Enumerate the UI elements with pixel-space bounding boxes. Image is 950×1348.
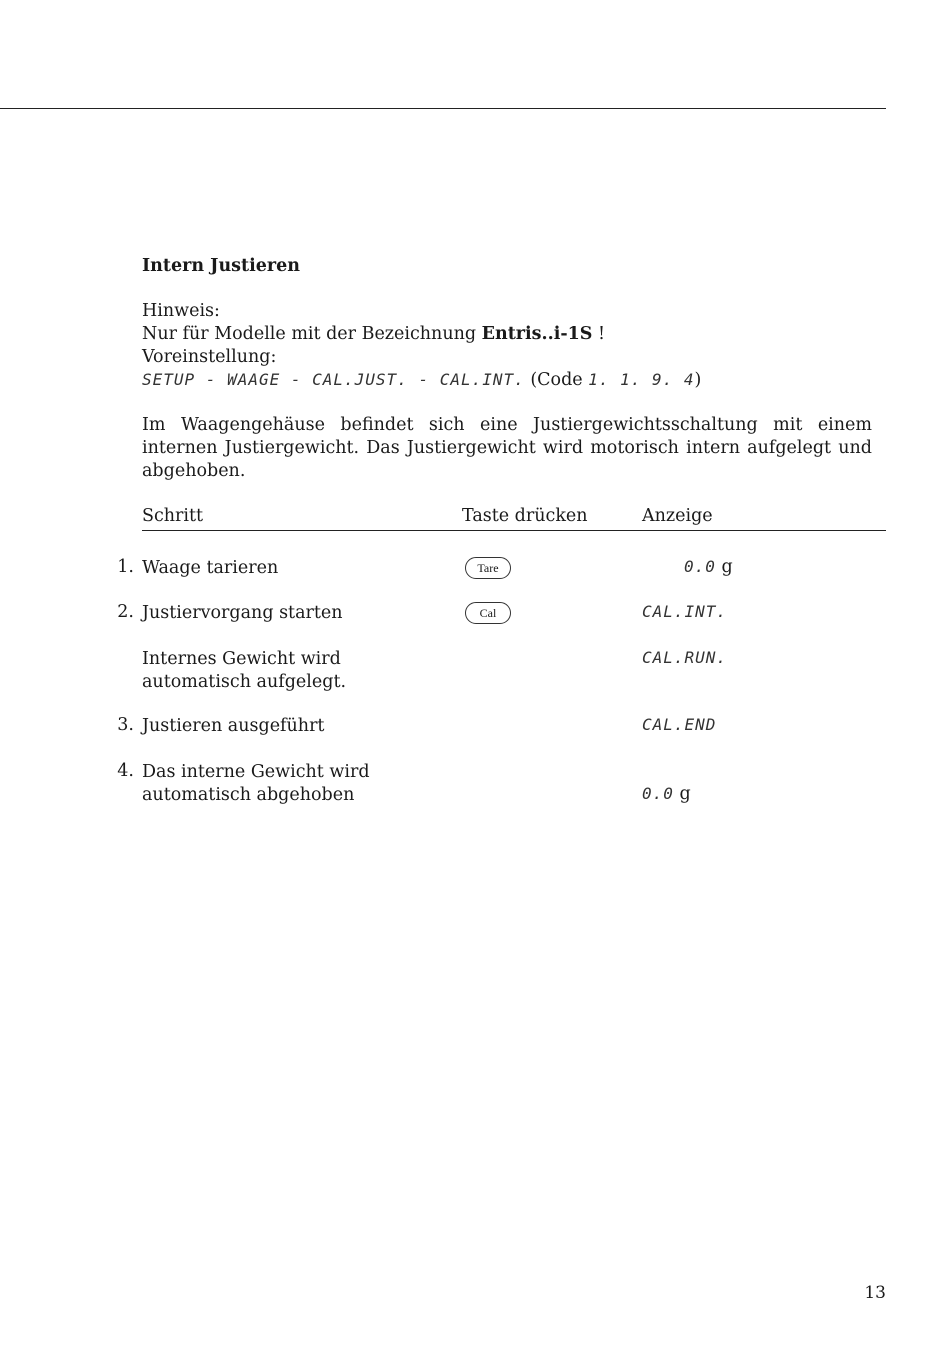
description-paragraph: Im Waagengehäuse befindet sich eine Justiergewichtsschaltung mit einem internen Justiergewicht. Das Justiergewicht wird motorisch intern aufgelegt und abgehoben. [142,415,872,481]
row-display [684,557,733,577]
display-value: CAL.RUN. [642,648,728,667]
row-step [142,648,346,694]
row-display [642,784,691,804]
display-unit: g [721,557,733,577]
table-rule [142,530,886,531]
row-step-line1: Internes Gewicht wird [142,649,341,669]
page-number: 13 [864,1283,886,1303]
voreinstellung-label: Voreinstellung: [142,347,277,367]
display-unit: g [679,784,691,804]
display-value: CAL.END [642,715,717,734]
row-number: 1. [117,557,134,577]
model-name: Entris..i-1S [481,324,593,344]
tare-key[interactable]: Tare [465,557,511,579]
section-heading: Intern Justieren [142,256,300,276]
display-value: 0.0 [642,784,674,803]
col-header-schritt: Schritt [142,506,204,526]
row-display [642,715,716,735]
hinweis-text [142,324,605,344]
code-suffix: ) [694,370,702,390]
hinweis-suffix: ! [592,324,606,344]
top-rule [0,108,886,109]
hinweis-prefix: Nur für Modelle mit der Bezeichnung [142,324,482,344]
row-step-line1: Das interne Gewicht wird [142,762,370,782]
code-prefix: (Code [524,370,589,390]
row-number: 4. [117,761,134,781]
cal-key[interactable]: Cal [465,602,511,624]
row-step: Justiervorgang starten [142,603,343,623]
code-value: 1. 1. 9. 4 [588,370,695,389]
row-step-line2: automatisch aufgelegt. [142,672,347,692]
hinweis-label: Hinweis: [142,301,220,321]
row-step: Justieren ausgeführt [142,716,325,736]
row-display [642,648,727,668]
setup-path: SETUP - WAAGE - CAL.JUST. - CAL.INT. [142,370,525,389]
row-step [142,761,370,807]
row-step: Waage tarieren [142,558,279,578]
row-number: 3. [117,715,134,735]
setup-line [142,370,701,390]
display-value: 0.0 [684,557,716,576]
display-value: CAL.INT. [642,602,728,621]
row-number: 2. [117,602,134,622]
row-step-line2: automatisch abgehoben [142,785,355,805]
row-display [642,602,727,622]
col-header-anzeige: Anzeige [642,506,713,526]
col-header-taste: Taste drücken [462,506,588,526]
